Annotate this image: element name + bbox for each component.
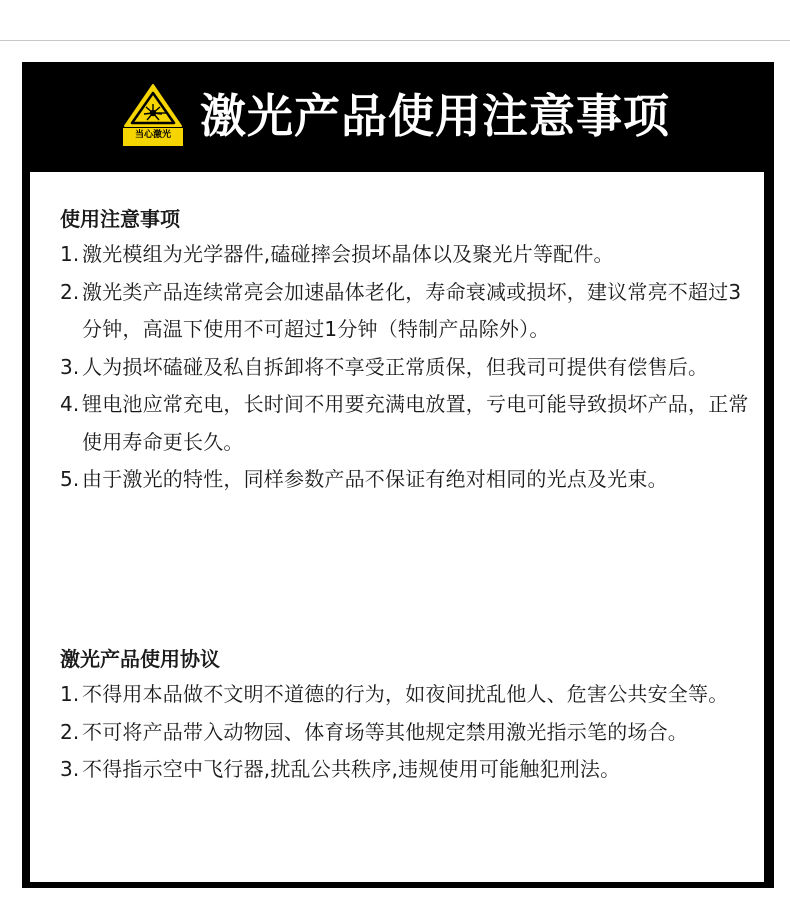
list-item-number: 3. bbox=[60, 354, 80, 379]
list-item-text: 不得指示空中飞行器,扰乱公共秩序,违规使用可能触犯刑法。 bbox=[82, 757, 621, 781]
list-item bbox=[60, 751, 750, 789]
agreement-section bbox=[60, 642, 750, 789]
laser-hazard-icon bbox=[122, 82, 184, 150]
list-item-text: 不得用本品做不文明不道德的行为，如夜间扰乱他人、危害公共安全等。 bbox=[82, 682, 729, 706]
list-item bbox=[60, 676, 750, 714]
notice-header bbox=[22, 62, 774, 172]
agreement-heading: 激光产品使用协议 bbox=[60, 647, 220, 671]
list-item-number: 2. bbox=[60, 719, 80, 744]
notice-body bbox=[30, 172, 764, 882]
list-item-text: 激光模组为光学器件,磕碰摔会损坏晶体以及聚光片等配件。 bbox=[82, 242, 614, 266]
precautions-section bbox=[60, 202, 750, 499]
list-item-number: 4. bbox=[60, 392, 80, 416]
warning-sign-caption: 当心激光 bbox=[134, 130, 171, 140]
list-item-text: 人为损坏磕碰及私自拆卸将不享受正常质保，但我司可提供有偿售后。 bbox=[82, 354, 709, 379]
list-item bbox=[60, 386, 750, 461]
list-item-number: 3. bbox=[60, 757, 80, 781]
list-item bbox=[60, 236, 750, 274]
list-item-text: 激光类产品连续常亮会加速晶体老化，寿命衰减或损坏，建议常亮不超过3分钟，高温下使用不可超过1分钟（特制产品除外）。 bbox=[82, 279, 742, 341]
list-item bbox=[60, 461, 750, 499]
agreement-list bbox=[60, 676, 750, 789]
list-item-number: 5. bbox=[60, 467, 80, 491]
list-item-number: 1. bbox=[60, 682, 80, 706]
list-item-text: 锂电池应常充电，长时间不用要充满电放置，亏电可能导致损坏产品，正常使用寿命更长久。 bbox=[82, 392, 749, 454]
page-title: 激光产品使用注意事项 bbox=[200, 89, 670, 143]
list-item bbox=[60, 714, 750, 752]
laser-notice-card bbox=[22, 62, 774, 888]
list-item-text: 由于激光的特性，同样参数产品不保证有绝对相同的光点及光束。 bbox=[82, 467, 668, 491]
precautions-heading: 使用注意事项 bbox=[60, 207, 180, 231]
list-item-text: 不可将产品带入动物园、体育场等其他规定禁用激光指示笔的场合。 bbox=[82, 719, 688, 744]
list-item-number: 2. bbox=[60, 279, 80, 304]
list-item bbox=[60, 274, 750, 349]
list-item bbox=[60, 349, 750, 387]
list-item-number: 1. bbox=[60, 242, 80, 266]
top-divider bbox=[0, 40, 790, 41]
precautions-list bbox=[60, 236, 750, 499]
